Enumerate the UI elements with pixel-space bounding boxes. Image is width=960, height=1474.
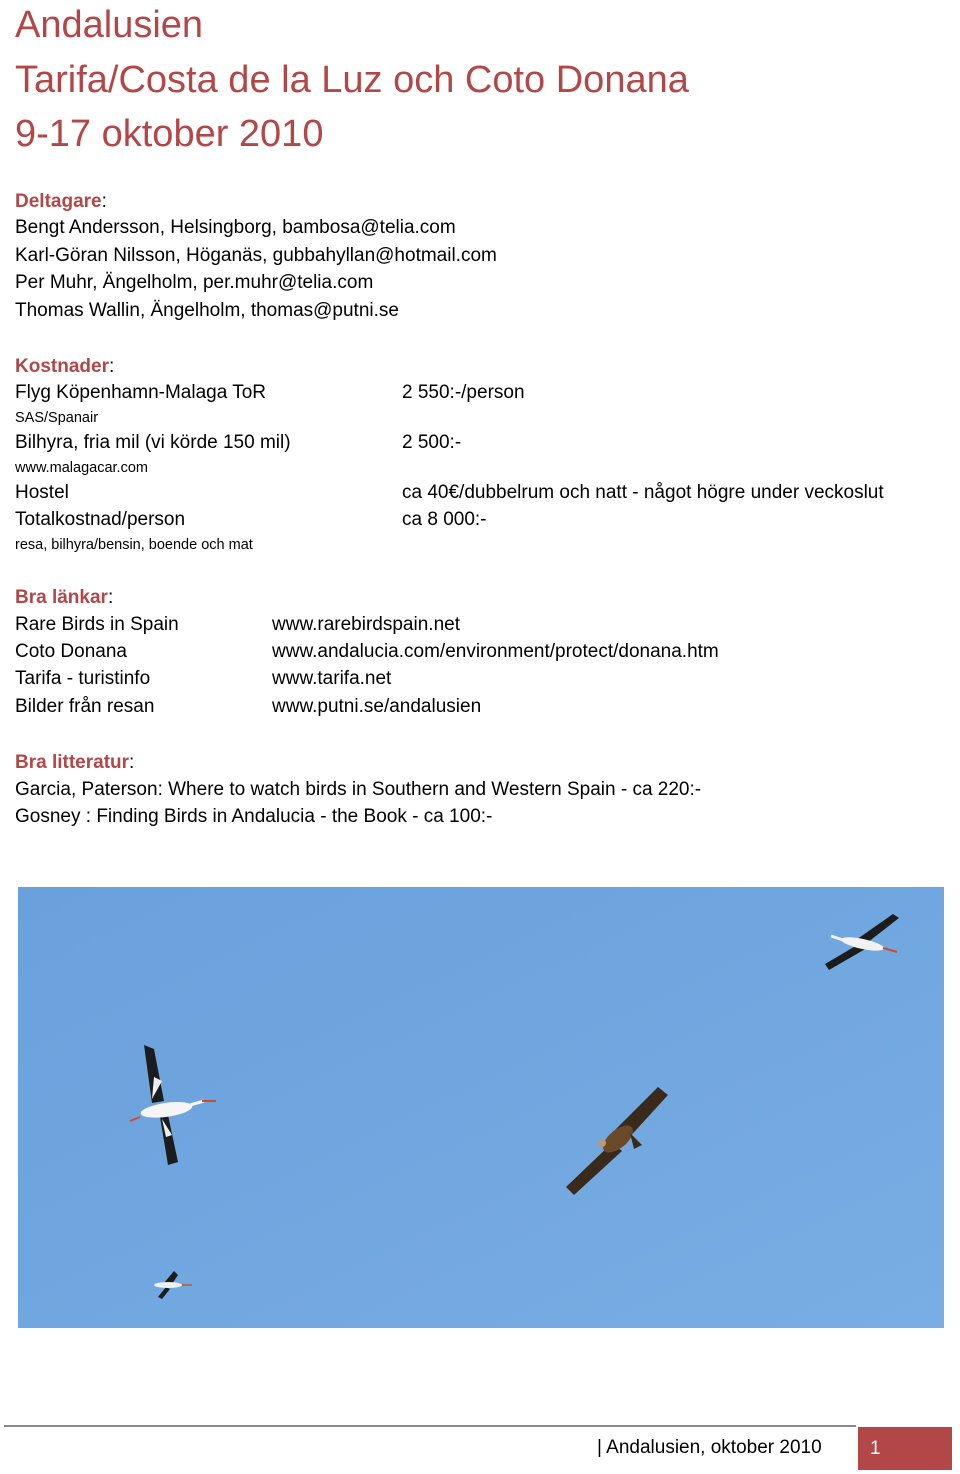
participant-3: Per Muhr, Ängelholm, per.muhr@telia.com bbox=[15, 272, 374, 293]
literature-item-2: Gosney : Finding Birds in Andalucia - the Book - ca 100:- bbox=[15, 806, 493, 827]
costs-heading bbox=[15, 356, 114, 378]
literature-item-1: Garcia, Paterson: Where to watch birds in Southern and Western Spain - ca 220:- bbox=[15, 779, 702, 800]
participant-4: Thomas Wallin, Ängelholm, thomas@putni.se bbox=[15, 300, 399, 321]
link-url-1[interactable]: www.rarebirdspain.net bbox=[272, 614, 460, 635]
cost-car-value: 2 500:- bbox=[402, 432, 462, 453]
page-number: 1 bbox=[870, 1438, 881, 1459]
literature-heading-colon: : bbox=[129, 752, 135, 773]
links-heading bbox=[15, 587, 113, 609]
cost-hostel-value: ca 40€/dubbelrum och natt - något högre under veckoslut bbox=[402, 482, 884, 503]
participants-heading bbox=[15, 191, 107, 213]
literature-heading bbox=[15, 752, 134, 774]
link-label-1: Rare Birds in Spain bbox=[15, 614, 179, 635]
participants-heading-colon: : bbox=[101, 191, 107, 212]
link-url-4[interactable]: www.putni.se/andalusien bbox=[272, 696, 482, 717]
link-label-3: Tarifa - turistinfo bbox=[15, 668, 151, 689]
link-label-2: Coto Donana bbox=[15, 641, 127, 662]
link-url-3[interactable]: www.tarifa.net bbox=[272, 668, 392, 689]
footer-text: | Andalusien, oktober 2010 bbox=[597, 1437, 822, 1458]
cost-hostel-label: Hostel bbox=[15, 482, 69, 503]
cost-car-sub: www.malagacar.com bbox=[15, 460, 148, 476]
footer-rule bbox=[4, 1425, 856, 1427]
cost-car-label: Bilhyra, fria mil (vi körde 150 mil) bbox=[15, 432, 291, 453]
participants-heading-text: Deltagare bbox=[15, 191, 102, 212]
cost-total-label: Totalkostnad/person bbox=[15, 509, 186, 530]
cost-flight-value: 2 550:-/person bbox=[402, 382, 525, 403]
cost-flight-sub: SAS/Spanair bbox=[15, 410, 99, 426]
costs-heading-text: Kostnader bbox=[15, 356, 109, 377]
birds-photo bbox=[18, 887, 944, 1328]
cost-total-value: ca 8 000:- bbox=[402, 509, 487, 530]
page-number-box bbox=[858, 1427, 952, 1470]
links-heading-text: Bra länkar bbox=[15, 587, 108, 608]
link-url-2[interactable]: www.andalucia.com/environment/protect/donana.htm bbox=[272, 641, 719, 662]
link-label-4: Bilder från resan bbox=[15, 696, 155, 717]
cost-total-sub: resa, bilhyra/bensin, boende och mat bbox=[15, 537, 253, 553]
cost-flight-label: Flyg Köpenhamn-Malaga ToR bbox=[15, 382, 267, 403]
literature-heading-text: Bra litteratur bbox=[15, 752, 130, 773]
participant-2: Karl-Göran Nilsson, Höganäs, gubbahyllan@hotmail.com bbox=[15, 245, 497, 266]
title-line-2: Tarifa/Costa de la Luz och Coto Donana bbox=[15, 59, 689, 101]
title-line-1: Andalusien bbox=[15, 4, 204, 46]
costs-heading-colon: : bbox=[108, 356, 115, 377]
participant-1: Bengt Andersson, Helsingborg, bambosa@telia.com bbox=[15, 217, 456, 238]
title-line-3: 9-17 oktober 2010 bbox=[15, 113, 324, 155]
links-heading-colon: : bbox=[107, 587, 114, 608]
